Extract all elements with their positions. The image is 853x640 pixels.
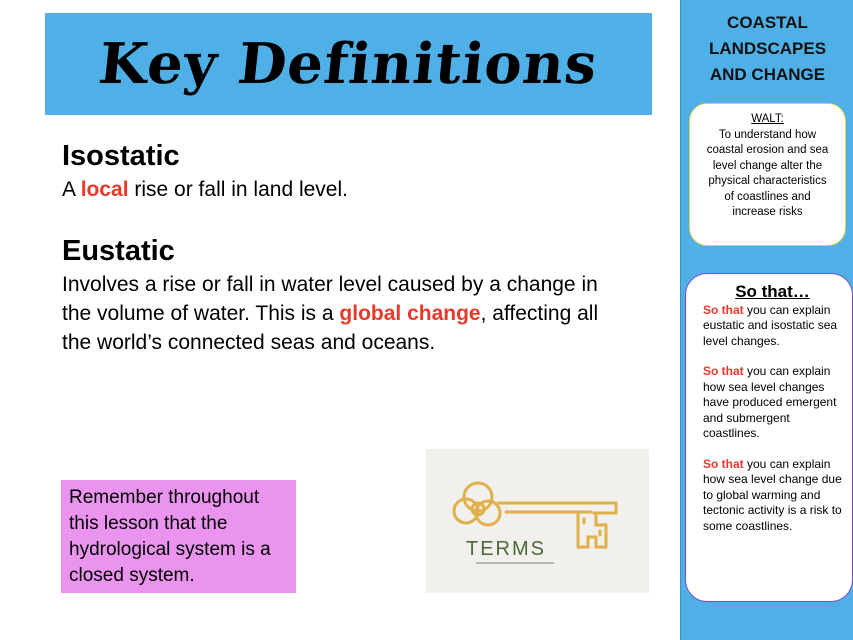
definition-isostatic: A local rise or fall in land level. xyxy=(62,178,348,201)
definition-eustatic: Involves a rise or fall in water level caused by a change in the volume of water. This is a global change, affecting all the world’s connected seas and oceans. xyxy=(62,273,599,354)
so-that-heading: So that… xyxy=(735,282,810,301)
so-that-box xyxy=(685,273,853,602)
highlight-global-change: global change xyxy=(339,302,481,325)
term-eustatic: Eustatic xyxy=(62,235,175,267)
so-that-item: So that you can explain how sea level change due to global warming and tectonic activity is a risk to some coastlines. xyxy=(703,456,842,533)
key-icon xyxy=(426,449,649,593)
highlight-local: local xyxy=(80,178,129,201)
sidebar-title: COASTAL LANDSCAPES AND CHANGE xyxy=(708,13,827,84)
key-label: TERMS xyxy=(466,538,546,560)
sidebar xyxy=(680,0,853,640)
term-isostatic: Isostatic xyxy=(62,140,180,172)
so-that-item: So that you can explain eustatic and isostatic sea level changes. xyxy=(703,302,838,348)
walt-box xyxy=(689,103,846,246)
so-that-item: So that you can explain how sea level changes have produced emergent and submergent coastlines. xyxy=(703,364,837,440)
title-banner xyxy=(45,13,652,115)
walt-text: To understand how coastal erosion and sea level change alter the physical characteristics of coastlines and increase risks xyxy=(706,128,829,218)
walt-label: WALT: xyxy=(751,113,784,125)
key-image xyxy=(426,449,649,593)
page-title: Key Definitions xyxy=(95,31,602,97)
reminder-box: Remember throughout this lesson that the hydrological system is a closed system. xyxy=(61,480,296,593)
